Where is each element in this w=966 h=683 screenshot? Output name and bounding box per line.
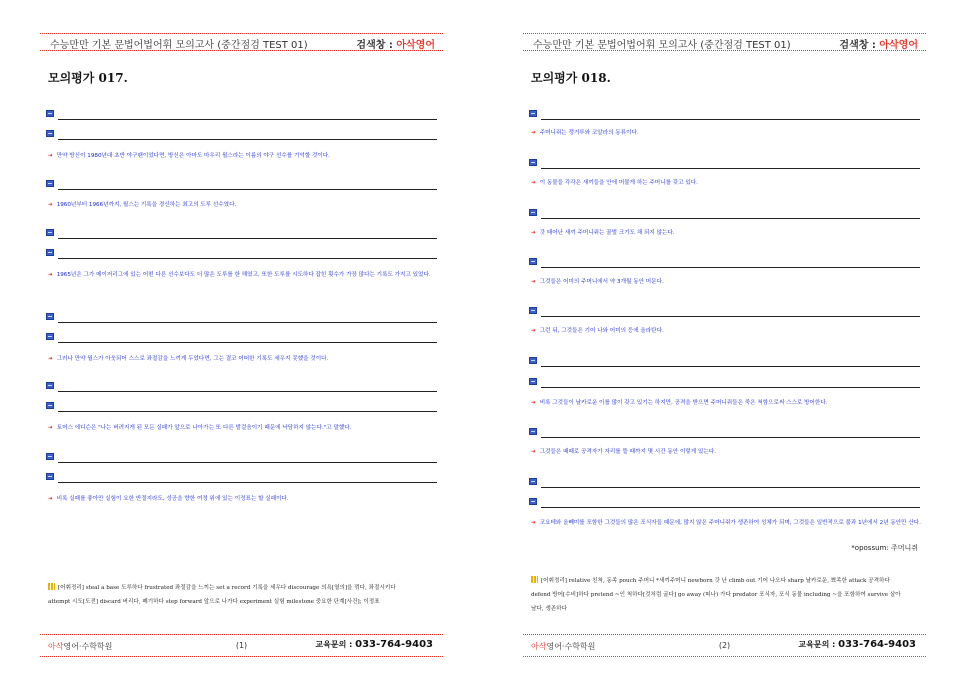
translation-line: ➜ 갓 태어난 새끼 주머니쥐는 꿀벌 크기도 채 되지 않는다. — [531, 230, 675, 236]
answer-line[interactable] — [46, 451, 437, 463]
checkbox-icon — [529, 428, 537, 435]
header-top-rule — [40, 33, 443, 34]
checkbox-icon — [529, 357, 537, 364]
checkbox-icon — [529, 498, 537, 505]
search-brand: 아삭영어 — [879, 40, 918, 51]
vocab-section — [48, 581, 439, 609]
answer-line[interactable] — [46, 331, 437, 343]
page-footer — [523, 639, 926, 653]
header-bottom-rule — [40, 50, 443, 51]
arrow-icon: ➜ — [531, 130, 536, 136]
footer-top-rule — [40, 634, 443, 635]
checkbox-icon — [529, 307, 537, 314]
vocab-line: [어휘정리] relative 친척, 동족 pouch 주머니 *새끼주머니 newborn 갓 난 climb out 기어 나오다 sharp 날카로운, 뾰족한 attack 공격하다 — [531, 574, 922, 588]
search-label: 검색창 : — [356, 40, 397, 51]
contact-phone: 교육문의 : 033-764-9403 — [315, 639, 433, 650]
answer-line[interactable] — [46, 311, 437, 323]
translation-line: ➜ 그것들은 어미의 주머니에서 약 3개월 동안 머문다. — [531, 279, 664, 285]
checkbox-icon — [529, 159, 537, 166]
grid-icon — [531, 576, 538, 583]
answer-line[interactable] — [46, 128, 437, 140]
grid-icon — [48, 583, 55, 590]
translation-line: ➜ 만약 방신이 1980년대 초반 야구팬이었다면, 방신은 아마도 마우리 윌스라는 이름의 야구 선수를 기억할 것이다. — [48, 153, 330, 159]
translation-line: ➜ 코요테와 올빼미를 포함한 그것들의 많은 포식자들 때문에, 많지 않은 주머니쥐가 생존하여 성체가 되며, 그것들은 일반적으로 불과 1년에서 2년 동안만 산다. — [531, 520, 921, 526]
checkbox-icon — [46, 180, 54, 187]
footer-bottom-rule — [523, 656, 926, 657]
page-number: (2) — [718, 641, 731, 650]
answer-line[interactable] — [46, 227, 437, 239]
translation-line: ➜ 1965년은 그가 메이저리그에 있는 어떤 다른 선수보다도 더 많은 도루를 한 해였고, 또한 도루를 시도하다 잡힌 횟수가 가장 많다는 기록도 가지고 있었다. — [48, 272, 431, 278]
checkbox-icon — [529, 209, 537, 216]
answer-line[interactable] — [46, 380, 437, 392]
header-search — [356, 36, 435, 51]
arrow-icon: ➜ — [531, 230, 536, 236]
answer-line[interactable] — [529, 376, 920, 388]
academy-name: 아삭영어·수학학원 — [48, 642, 113, 651]
search-brand: 아삭영어 — [396, 40, 435, 51]
checkbox-icon — [46, 473, 54, 480]
vocab-line: 남다, 생존하다 — [531, 606, 567, 612]
checkbox-icon — [529, 258, 537, 265]
checkbox-icon — [46, 313, 54, 320]
vocab-line: [어휘정리] steal a base 도루하다 frustrated 좌절감을 느끼는 set a record 기록을 세우다 discourage 의욕[열의]을 꺾다, 좌절시키다 — [48, 581, 439, 595]
footer-bottom-rule — [40, 656, 443, 657]
search-label: 검색창 : — [839, 40, 880, 51]
checkbox-icon — [46, 130, 54, 137]
arrow-icon: ➜ — [48, 153, 53, 159]
page-number: (1) — [235, 641, 248, 650]
header-bottom-rule — [523, 50, 926, 51]
answer-line[interactable] — [529, 476, 920, 488]
checkbox-icon — [46, 249, 54, 256]
vocab-line: attempt 시도[도전] discard 버리다, 폐기하다 step forward 앞으로 나가다 experiment 실험 milestone 중요한 단계[사건]; 이정표 — [48, 599, 380, 605]
header-title: 수능만만 기본 문법어법어휘 모의고사 (중간점검 TEST 01) — [50, 40, 308, 51]
translation-line: ➜ 그것들은 때때로 공격자가 자리를 뜰 때까지 몇 시간 동안 이렇게 있는다. — [531, 449, 716, 455]
arrow-icon: ➜ — [48, 425, 53, 431]
checkbox-icon — [46, 229, 54, 236]
translation-line: ➜ 1960년부터 1966년까지, 윌스는 기록을 경신하는 최고의 도루 선수였다. — [48, 202, 237, 208]
checkbox-icon — [46, 333, 54, 340]
footnote: *opossum: 주머니쥐 — [851, 544, 918, 552]
arrow-icon: ➜ — [531, 279, 536, 285]
translation-line: ➜ 그러나 만약 윌스가 아웃되어 스스로 좌절감을 느끼게 두었다면, 그는 결코 어떠한 기록도 세우지 못했을 것이다. — [48, 356, 329, 362]
answer-line[interactable] — [529, 426, 920, 438]
answer-line[interactable] — [529, 256, 920, 268]
answer-line[interactable] — [46, 400, 437, 412]
translation-line: ➜ 그런 뒤, 그것들은 기어 나와 어미의 등에 올라탄다. — [531, 328, 664, 334]
translation-line: ➜ 토머스 에디슨은 "나는 버려지게 된 모든 실패가 앞으로 나아가는 또 다른 발걸음이기 때문에 낙담하지 않는다."고 말했다. — [48, 425, 352, 431]
answer-line[interactable] — [529, 305, 920, 317]
arrow-icon: ➜ — [531, 180, 536, 186]
answer-line[interactable] — [46, 108, 437, 120]
header-search — [839, 36, 918, 51]
answer-line[interactable] — [529, 108, 920, 120]
header-title: 수능만만 기본 문법어법어휘 모의고사 (중간점검 TEST 01) — [533, 40, 791, 51]
translation-line: ➜ 이 동물들 각각은 새끼들을 안에 머물게 하는 주머니를 갖고 있다. — [531, 180, 698, 186]
arrow-icon: ➜ — [531, 400, 536, 406]
arrow-icon: ➜ — [531, 328, 536, 334]
checkbox-icon — [529, 478, 537, 485]
checkbox-icon — [46, 110, 54, 117]
academy-name: 아삭영어·수학학원 — [531, 642, 596, 651]
arrow-icon: ➜ — [531, 520, 536, 526]
arrow-icon: ➜ — [48, 272, 53, 278]
contact-phone: 교육문의 : 033-764-9403 — [798, 639, 916, 650]
translation-line: ➜ 비록 실패를 좋아만 실험이 요한 반절지라도, 성공을 향한 여정 위에 있는 이정표는 할 실패이다. — [48, 496, 289, 502]
arrow-icon: ➜ — [48, 202, 53, 208]
answer-line[interactable] — [46, 471, 437, 483]
answer-line[interactable] — [46, 178, 437, 190]
page-header — [523, 36, 926, 50]
translation-line: ➜ 비록 그것들이 날카로운 이를 많이 갖고 있기는 하지만, 공격을 받으면 주머니쥐들은 죽은 척함으로써 스스로 방어한다. — [531, 400, 828, 406]
answer-line[interactable] — [529, 496, 920, 508]
answer-line[interactable] — [529, 207, 920, 219]
checkbox-icon — [529, 378, 537, 385]
answer-line[interactable] — [46, 247, 437, 259]
arrow-icon: ➜ — [48, 496, 53, 502]
vocab-section — [531, 574, 922, 616]
vocab-line: defend 방어[수비]하다 pretend ~인 척하다[것처럼 굴다] go away (떠나) 가다 predator 포식자, 포식 동물 including ~을 포함하여 survive 살아 — [531, 592, 901, 598]
arrow-icon: ➜ — [48, 356, 53, 362]
checkbox-icon — [46, 382, 54, 389]
page-header — [40, 36, 443, 50]
checkbox-icon — [529, 110, 537, 117]
answer-line[interactable] — [529, 157, 920, 169]
page-title: 모의평가 018. — [531, 71, 611, 85]
header-top-rule — [523, 33, 926, 34]
arrow-icon: ➜ — [531, 449, 536, 455]
page-title: 모의평가 017. — [48, 71, 128, 85]
checkbox-icon — [46, 453, 54, 460]
checkbox-icon — [46, 402, 54, 409]
translation-line: ➜ 주머니쥐는 캥거루와 코알라의 동류이다. — [531, 130, 639, 136]
footer-top-rule — [523, 634, 926, 635]
answer-line[interactable] — [529, 355, 920, 367]
page-right — [483, 0, 966, 683]
page-footer — [40, 639, 443, 653]
